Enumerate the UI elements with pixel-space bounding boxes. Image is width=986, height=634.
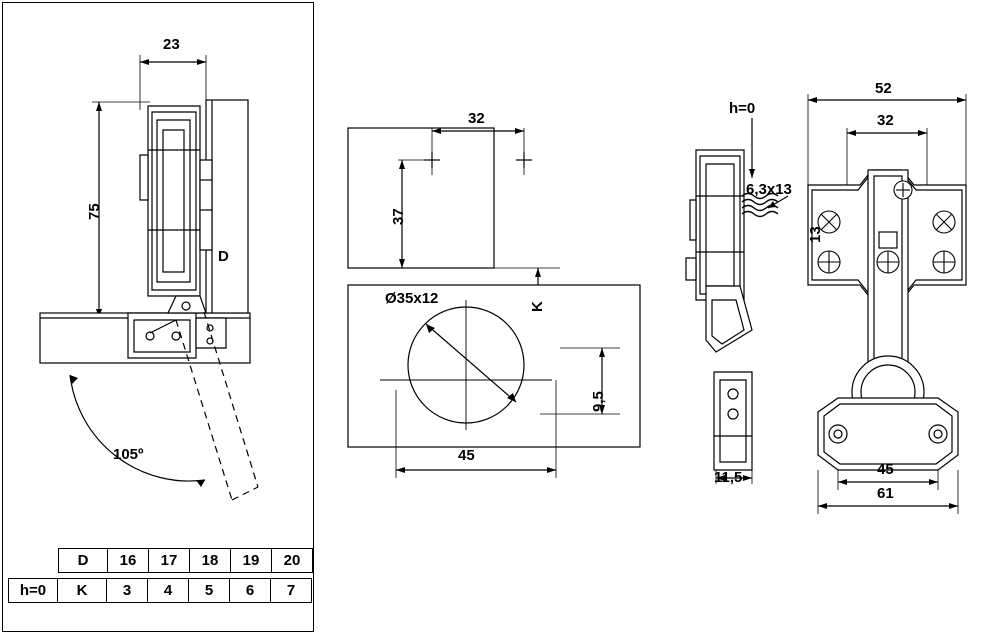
dimension-table-row2 bbox=[8, 578, 312, 603]
table-cell-d-17: 17 bbox=[149, 549, 190, 573]
dim-13-label: 13 bbox=[807, 226, 824, 243]
table-cell-h0: h=0 bbox=[9, 579, 58, 603]
dim-k-label: K bbox=[529, 301, 546, 312]
table-row bbox=[59, 549, 313, 573]
dim-37-label: 37 bbox=[390, 208, 407, 225]
dim-d-label: D bbox=[218, 248, 229, 265]
dim-61-label: 61 bbox=[877, 485, 894, 502]
dim-52-label: 52 bbox=[875, 80, 892, 97]
dim-75-label: 75 bbox=[86, 203, 103, 220]
table-cell-d-19: 19 bbox=[231, 549, 272, 573]
angle-105-label: 105º bbox=[113, 446, 144, 463]
table-cell-k-4: 4 bbox=[148, 579, 189, 603]
table-row bbox=[9, 579, 312, 603]
dim-115-label: 11,5 bbox=[714, 469, 743, 486]
dim-45-middle-label: 45 bbox=[458, 447, 475, 464]
screw-size-label: 6,3x13 bbox=[746, 181, 792, 198]
table-cell-k-7: 7 bbox=[271, 579, 312, 603]
dim-45-right-label: 45 bbox=[877, 461, 894, 478]
table-cell-k-5: 5 bbox=[189, 579, 230, 603]
dimension-table bbox=[58, 548, 313, 573]
table-cell-k-3: 3 bbox=[107, 579, 148, 603]
table-cell-d-header: D bbox=[59, 549, 108, 573]
dim-32-middle-label: 32 bbox=[468, 110, 485, 127]
dim-95-label: 9,5 bbox=[590, 391, 607, 412]
table-cell-k-6: 6 bbox=[230, 579, 271, 603]
table-cell-d-20: 20 bbox=[272, 549, 313, 573]
table-cell-d-16: 16 bbox=[108, 549, 149, 573]
h-zero-label: h=0 bbox=[729, 100, 756, 117]
hole-diameter-label: Ø35x12 bbox=[385, 290, 439, 307]
dim-23-label: 23 bbox=[163, 36, 180, 53]
dim-32-right-label: 32 bbox=[877, 112, 894, 129]
table-cell-d-18: 18 bbox=[190, 549, 231, 573]
table-cell-k-header: K bbox=[58, 579, 107, 603]
